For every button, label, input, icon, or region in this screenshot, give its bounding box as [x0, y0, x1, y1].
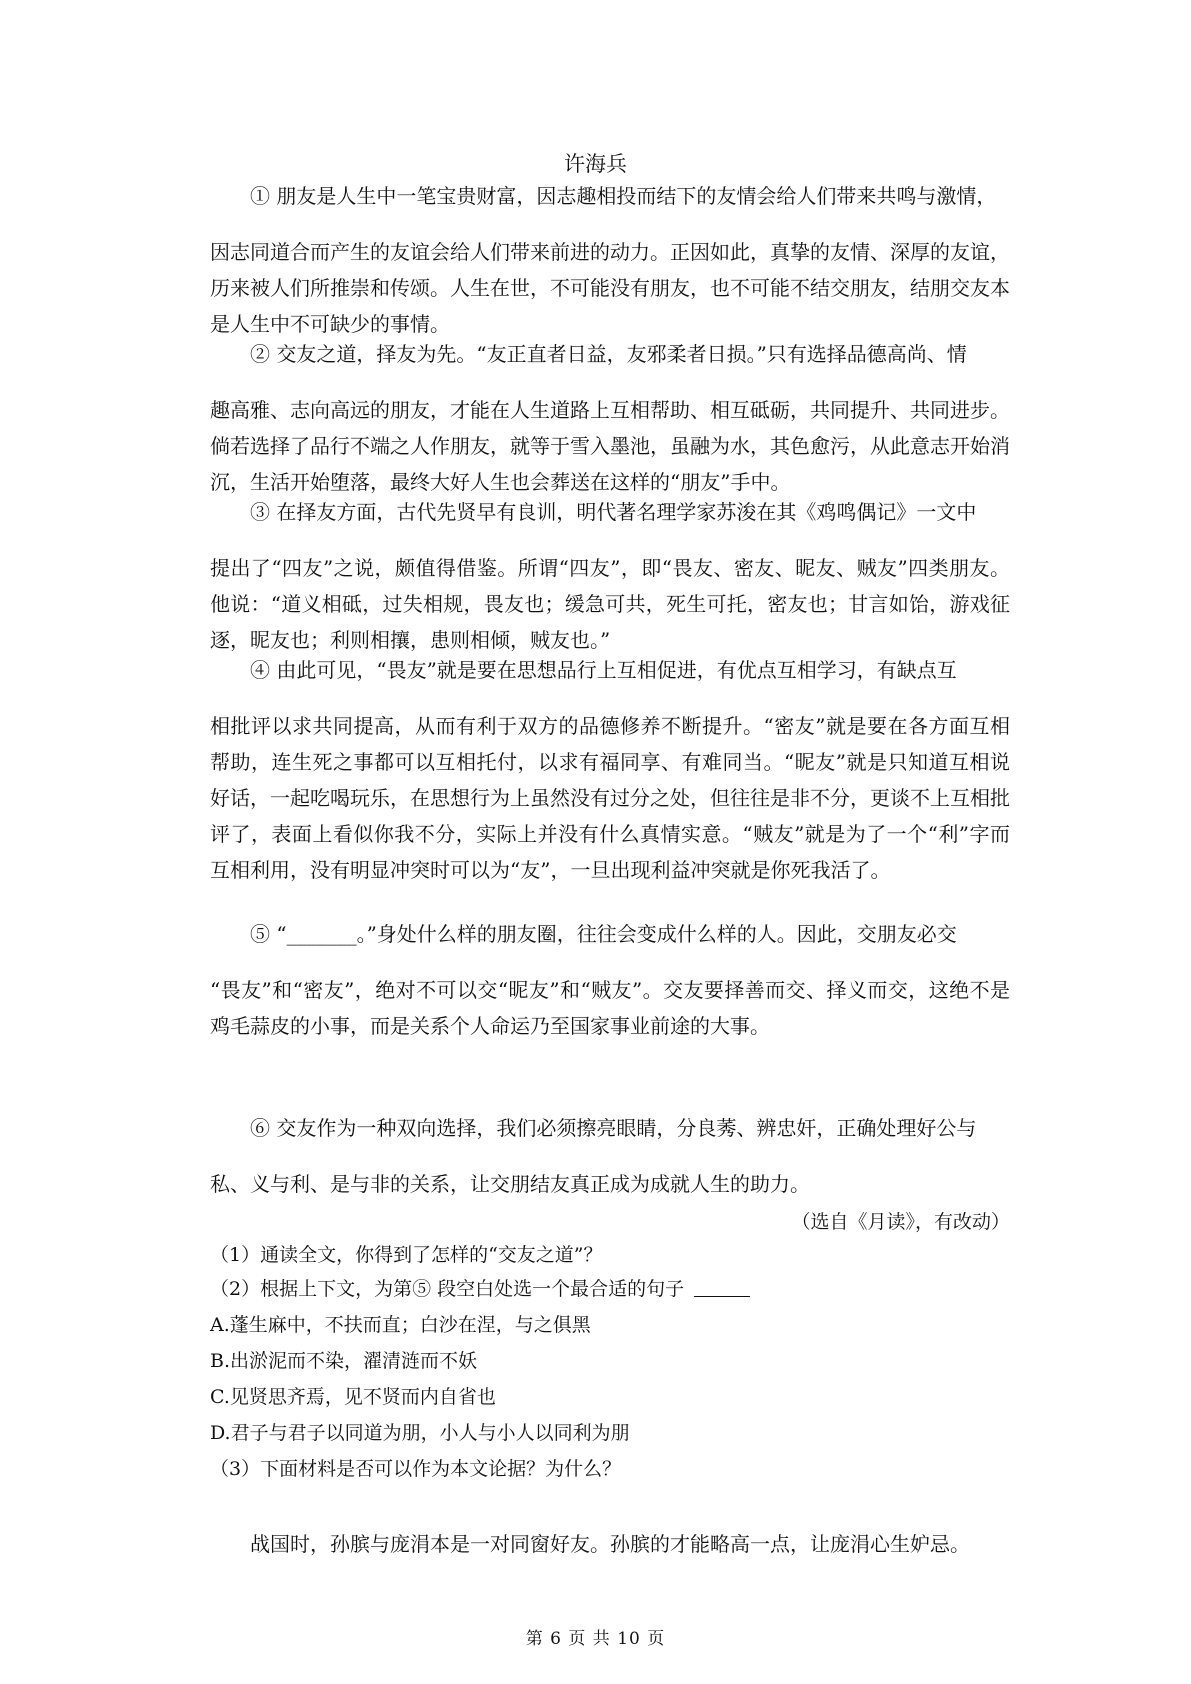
paragraph-body: 趣高雅、志向高远的朋友，才能在人生道路上互相帮助、相互砥砺，共同提升、共同进步。倘若选择了品行不端之人作朋友，就等于雪入墨池，虽融为水，其色愈污，从此意志开始消沉，生活开始堕落，最终大好人生也会葬送在这样的“朋友”手中。	[210, 398, 1010, 494]
paragraph-5	[210, 916, 1010, 1044]
question-2	[210, 1274, 1010, 1304]
paragraph-body: “畏友”和“密友”，绝对不可以交“昵友”和“贼友”。交友要择善而交、择义而交，这绝不是鸡毛蒜皮的小事，而是关系个人命运乃至国家事业前途的大事。	[210, 978, 1010, 1038]
option-a: A.蓬生麻中，不扶而直；白沙在涅，与之俱黑	[210, 1314, 591, 1336]
author-name: 许海兵	[564, 152, 627, 176]
paragraph-body: 私、义与利、是与非的关系，让交朋结友真正成为成就人生的助力。	[210, 1172, 810, 1196]
option-c: C.见贤思齐焉，见不贤而内自省也	[210, 1386, 496, 1408]
page-footer: 第 6 页 共 10 页	[525, 1629, 666, 1649]
question-3: （3）下面材料是否可以作为本文论据？为什么？	[210, 1458, 622, 1480]
option-d: D.君子与君子以同道为朋，小人与小人以同利为朋	[210, 1422, 630, 1444]
paragraph-first-line: ① 朋友是人生中一笔宝贵财富，因志趣相投而结下的友情会给人们带来共鸣与激情，	[250, 184, 997, 208]
paragraph-first-line: ② 交友之道，择友为先。“友正直者日益，友邪柔者日损。”只有选择品德高尚、情	[250, 342, 967, 366]
paragraph-first-line: ③ 在择友方面，古代先贤早有良训，明代著名理学家苏浚在其《鸡鸣偶记》一文中	[250, 500, 977, 524]
paragraph-body: 相批评以求共同提高，从而有利于双方的品德修养不断提升。“密友”就是要在各方面互相帮助，连生死之事都可以互相托付，以求有福同享、有难同当。“昵友”就是只知道互相说好话，一起吃喝玩乐，在思想行为上虽然没有过分之处，但往往是非不分，更谈不上互相批评了，表面上看似你我不分，实际上并没有什么真情实意。“贼友”就是为了一个“利”字而互相利用，没有明显冲突时可以为“友”，一旦出现利益冲突就是你死我活了。	[210, 714, 1010, 882]
material-text: 战国时，孙膑与庞涓本是一对同窗好友。孙膑的才能略高一点，让庞涓心生妒忌。	[250, 1532, 970, 1556]
paragraph-first-line: ⑥ 交友作为一种双向选择，我们必须擦亮眼睛，分良莠、辨忠奸，正确处理好公与	[250, 1116, 977, 1140]
source-citation: （选自《月读》，有改动）	[791, 1211, 1010, 1233]
paragraph-6	[210, 1110, 1010, 1202]
paragraph-body: 因志同道合而产生的友谊会给人们带来前进的动力。正因如此，真挚的友情、深厚的友谊，历来被人们所推崇和传颂。人生在世，不可能没有朋友，也不可能不结交朋友，结朋交友本是人生中不可缺少的事情。	[210, 240, 1010, 336]
question-2-text: （2）根据上下文，为第⑤ 段空白处选一个最合适的句子	[210, 1278, 685, 1300]
paragraph-4	[210, 652, 1010, 888]
answer-blank	[694, 1296, 750, 1297]
paragraph-first-line: ④ 由此可见，“畏友”就是要在思想品行上互相促进，有优点互相学习，有缺点互	[250, 658, 957, 682]
paragraph-3	[210, 494, 1010, 658]
paragraph-1	[210, 178, 1010, 342]
paragraph-first-line: ⑤ “_______。”身处什么样的朋友圈，往往会变成什么样的人。因此，交朋友必交	[250, 922, 957, 946]
question-1: （1）通读全文，你得到了怎样的“交友之道”？	[210, 1244, 603, 1266]
paragraph-body: 提出了“四友”之说，颇值得借鉴。所谓“四友”，即“畏友、密友、昵友、贼友”四类朋友。他说：“道义相砥，过失相规，畏友也；缓急可共，死生可托，密友也；甘言如饴，游戏征逐，昵友也；利则相攘，患则相倾，贼友也。”	[210, 556, 1010, 652]
option-b: B.出淤泥而不染，濯清涟而不妖	[210, 1350, 478, 1372]
paragraph-2	[210, 336, 1010, 500]
